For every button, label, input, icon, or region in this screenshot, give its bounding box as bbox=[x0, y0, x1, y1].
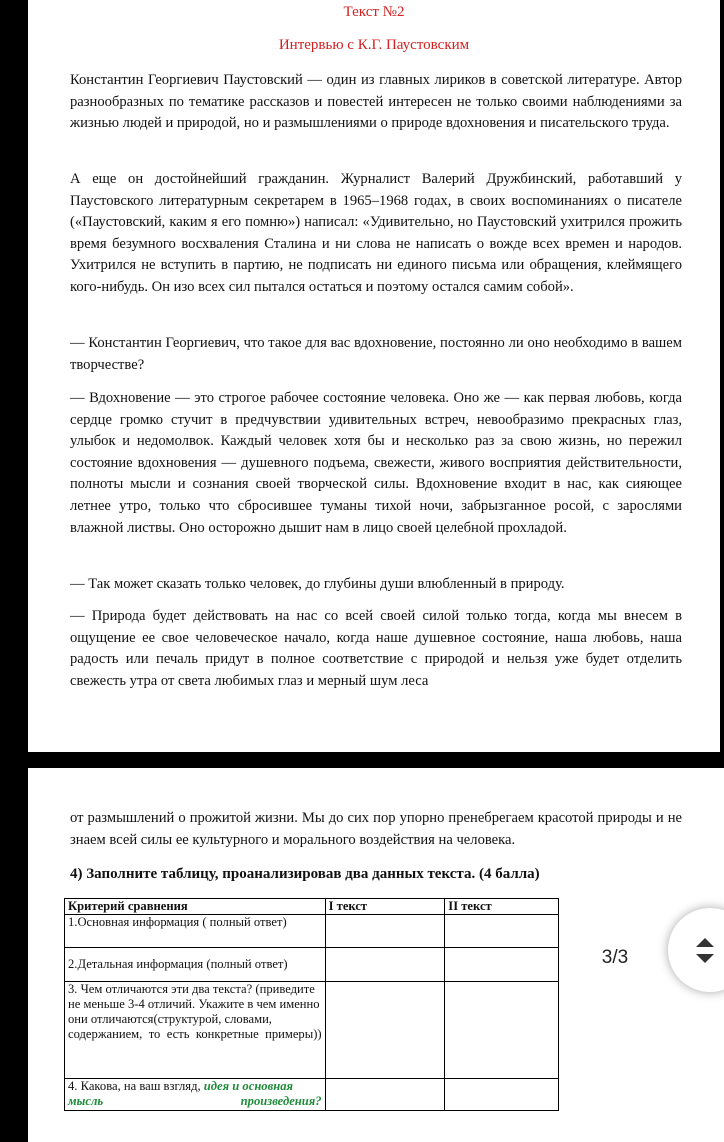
table-header-row bbox=[65, 899, 559, 915]
criterion-cell: 2.Детальная информация (полный ответ) bbox=[65, 948, 326, 982]
criterion-highlight: идея и основная мысль произведения? bbox=[68, 1079, 322, 1108]
table-row bbox=[65, 915, 559, 948]
answer-cell-text-2[interactable] bbox=[445, 948, 559, 982]
table-row bbox=[65, 948, 559, 982]
answer-cell-text-2[interactable] bbox=[445, 915, 559, 948]
answer-cell-text-2[interactable] bbox=[445, 1079, 559, 1111]
chevron-down-icon[interactable] bbox=[696, 954, 714, 963]
paragraph-nature: — Природа будет действовать на нас со всей своей силой только тогда, когда мы внесем в ощущение ее свое человеческое начало, когда наше душевное состояние, наша любовь, наша радость или печаль придут в полное соответствие с природой и нельзя уже будет отделить свежесть утра от света любимых глаз и мерный шум леса bbox=[70, 608, 682, 689]
answer-cell-text-1[interactable] bbox=[325, 915, 445, 948]
paragraph-inspiration: — Вдохновение — это строгое рабочее состояние человека. Оно же — как первая любовь, когда сердце громко стучит в предчувствии удивительных встреч, невообразимо прекрасных глаз, улыбок и недомолвок. Каждый человек хотя бы и несколько раз за свою жизнь, но пережил состояние вдохновения — душевного подъема, свежести, живого восприятия действительности, полноты мысли и сознания своей творческой силы. Вдохновение входит в нас, как сияющее летнее утро, только что сбросившее туманы тихой ночи, забрызганное росой, с зарослями влажной листвы. Оно осторожно дышит нам в лицо своей целебной прохладой. bbox=[70, 390, 682, 536]
answer-cell-text-2[interactable] bbox=[445, 982, 559, 1079]
page-indicator: 3/3 bbox=[585, 936, 645, 980]
paragraph-remark: — Так может сказать только человек, до глубины души влюбленный в природу. bbox=[70, 576, 565, 592]
header-criterion: Критерий сравнения bbox=[65, 899, 326, 915]
document-page-1 bbox=[28, 0, 720, 752]
task-heading: 4) Заполните таблицу, проанализировав два данных текста. (4 балла) bbox=[70, 866, 540, 882]
paragraph-citizen: А еще он достойнейший гражданин. Журналист Валерий Дружбинский, работавший у Паустовского литературным секретарем в 1965–1968 годах, в своих воспоминаниях о писателе («Паустовский, каким я его помню») написал: «Удивительно, но Паустовский ухитрился прожить время безумного восхваления Сталина и ни слова не написать о вожде всех времен и народов. Ухитрился не вступить в партию, не подписать ни единого письма или обращения, клеймящего кого-нибудь. Он изо всех сил пытался остаться и поэтому остался самим собой». bbox=[70, 171, 682, 295]
text-number-heading: Текст №2 bbox=[343, 4, 405, 20]
paragraph-intro: Константин Георгиевич Паустовский — один из главных лириков в советской литературе. Автор разнообразных по тематике рассказов и повестей интересен не только своими наблюдениями за жизнью людей и природой, но и размышлениями о природе вдохновения и писательского труда. bbox=[70, 72, 682, 132]
paragraph-question: — Константин Георгиевич, что такое для вас вдохновение, постоянно ли оно необходимо в вашем творчестве? bbox=[70, 335, 682, 373]
criterion-text: 4. Какова, на ваш взгляд, bbox=[68, 1079, 201, 1093]
criterion-cell: 1.Основная информация ( полный ответ) bbox=[65, 915, 326, 948]
answer-cell-text-1[interactable] bbox=[325, 1079, 445, 1111]
paragraph-continuation: от размышлений о прожитой жизни. Мы до сих пор упорно пренебрегаем красотой природы и не знаем всей силы ее культурного и морального воздействия на человека. bbox=[70, 810, 682, 848]
header-text-1: I текст bbox=[325, 899, 445, 915]
answer-cell-text-1[interactable] bbox=[325, 948, 445, 982]
header-text-2: II текст bbox=[445, 899, 559, 915]
criterion-cell bbox=[65, 1079, 326, 1111]
document-title: Интервью с К.Г. Паустовским bbox=[278, 37, 470, 53]
comparison-table bbox=[64, 898, 559, 1111]
answer-cell-text-1[interactable] bbox=[325, 982, 445, 1079]
criterion-cell: 3. Чем отличаются эти два текста? (приведите не меньше 3-4 отличий. Укажите в чем именно они отличаются(структурой, словами, содержанием, то есть конкретные примеры)) bbox=[65, 982, 326, 1079]
chevron-up-icon[interactable] bbox=[696, 938, 714, 947]
table-row bbox=[65, 982, 559, 1079]
table-row bbox=[65, 1079, 559, 1111]
